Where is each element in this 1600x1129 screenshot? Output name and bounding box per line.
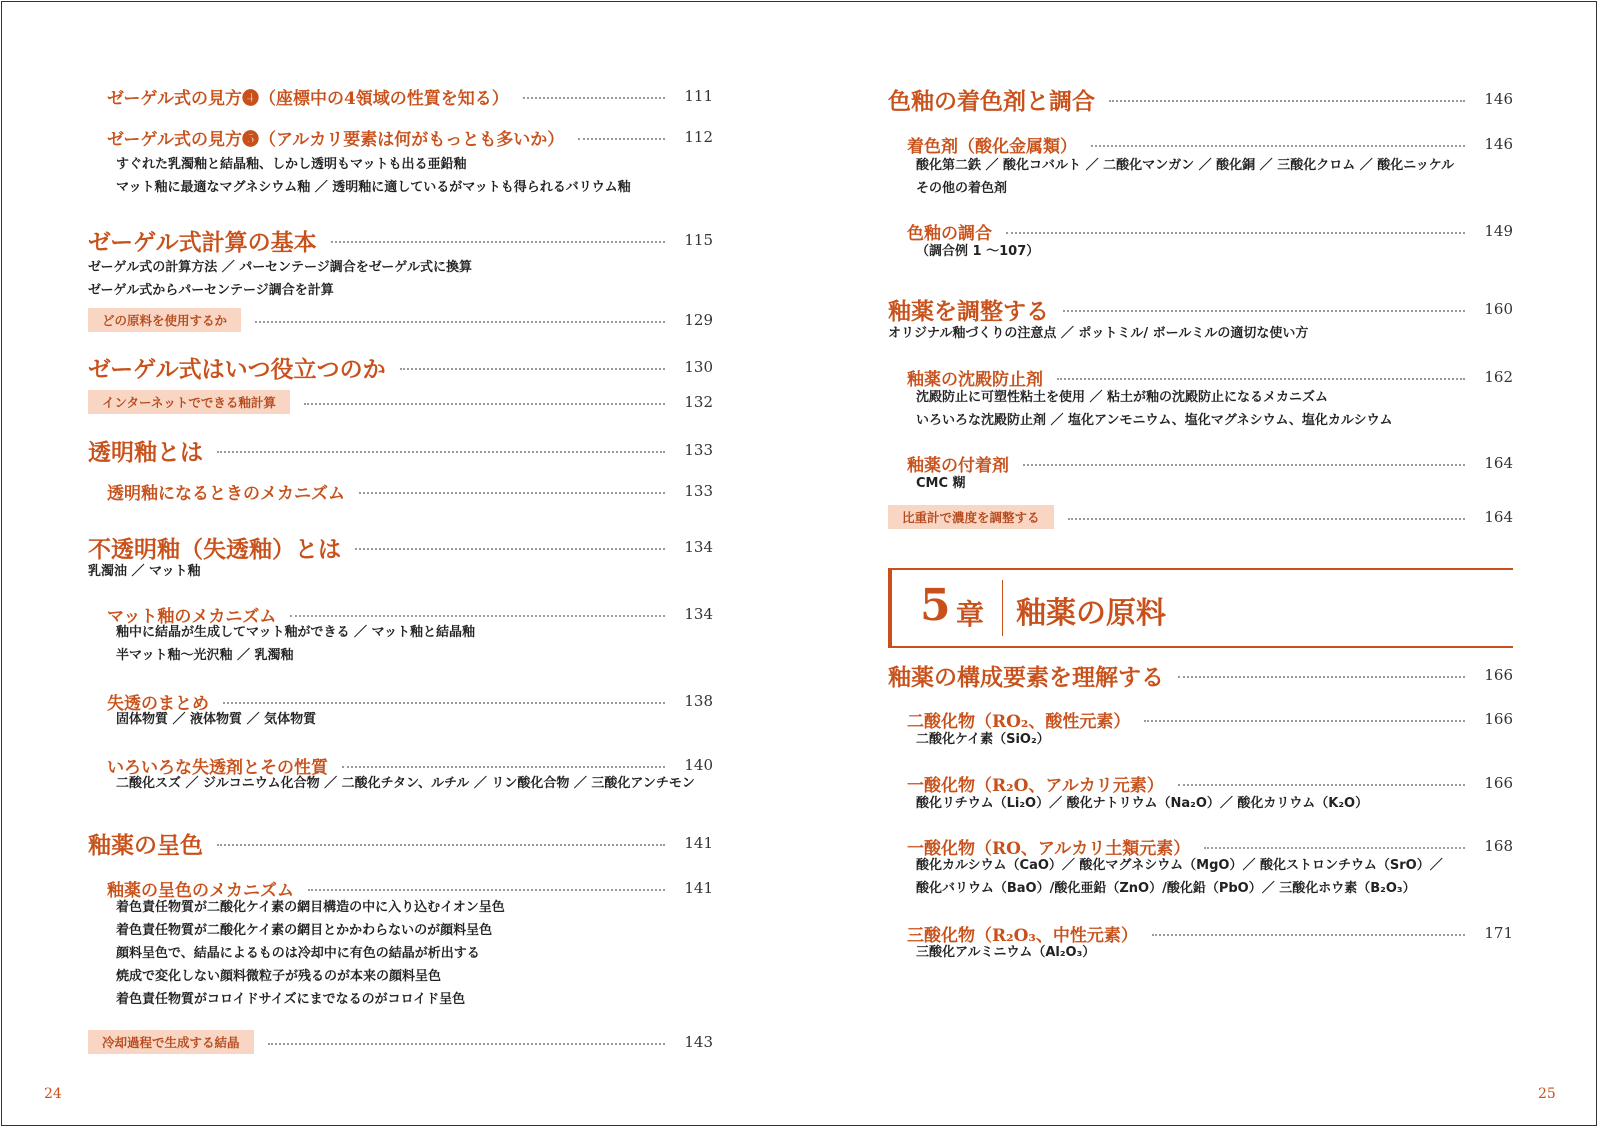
- toc-entry-title: 着色剤（酸化金属類）: [907, 136, 1077, 157]
- toc-section-heading[interactable]: [888, 660, 1513, 690]
- toc-entry-title: ゼーゲル式の見方❺（アルカリ要素は何がもっとも多いか）: [107, 129, 565, 150]
- toc-entry-title: 不透明釉（失透釉）とは: [88, 535, 341, 563]
- toc-page-number: 141: [684, 879, 713, 897]
- dot-leader: [217, 451, 665, 453]
- toc-page-number: 133: [684, 441, 713, 459]
- toc-subsection-heading[interactable]: [888, 132, 1513, 156]
- toc-page-number: 143: [684, 1033, 713, 1051]
- dot-leader: [523, 97, 665, 99]
- dot-leader: [290, 615, 665, 617]
- toc-entry-title: ゼーゲル式はいつ役立つのか: [88, 355, 386, 383]
- toc-subtopic-line: ゼーゲル式の計算方法 ／ パーセンテージ調合をゼーゲル式に換算: [88, 260, 472, 275]
- toc-entry-title: 二酸化物（RO₂、酸性元素）: [907, 711, 1131, 732]
- toc-subtopic-line: CMC 糊: [916, 476, 966, 491]
- toc-subtopic-line: 焼成で変化しない顔料微粒子が残るのが本来の顔料呈色: [116, 969, 442, 984]
- toc-entry-title: 一酸化物（R₂O、アルカリ元素）: [907, 775, 1164, 796]
- toc-page-number: 140: [684, 756, 713, 774]
- toc-section-heading[interactable]: [888, 84, 1513, 114]
- dot-leader: [1152, 934, 1465, 936]
- dot-leader: [1204, 847, 1465, 849]
- toc-subtopic-line: 着色責任物質が二酸化ケイ素の網目とかかわらないのが顔料呈色: [116, 923, 493, 938]
- dot-leader: [1006, 232, 1465, 234]
- page-number-left: 24: [44, 1086, 62, 1102]
- toc-section-heading[interactable]: [888, 294, 1513, 324]
- toc-entry-title: 釉薬を調整する: [888, 297, 1049, 325]
- toc-section-heading[interactable]: [88, 352, 713, 382]
- toc-column-box-heading[interactable]: [88, 308, 713, 332]
- toc-entry-title: いろいろな失透剤とその性質: [107, 757, 328, 778]
- toc-page-number: 111: [684, 87, 713, 105]
- toc-subtopic-line: 着色責任物質が二酸化ケイ素の網目構造の中に入り込むイオン呈色: [116, 900, 505, 915]
- toc-column-box-heading[interactable]: [888, 505, 1513, 529]
- toc-section-heading[interactable]: [88, 828, 713, 858]
- toc-page-number: 133: [684, 482, 713, 500]
- toc-page-number: 171: [1484, 924, 1513, 942]
- chapter-divider: [1002, 580, 1003, 636]
- dot-leader: [1091, 145, 1465, 147]
- toc-entry-title: 冷却過程で生成する結晶: [88, 1030, 254, 1054]
- toc-page-number: 166: [1484, 774, 1513, 792]
- toc-entry-title: 一酸化物（RO、アルカリ土類元素）: [907, 838, 1191, 859]
- toc-page-number: 141: [684, 834, 713, 852]
- toc-entry-title: 釉薬の構成要素を理解する: [888, 663, 1164, 691]
- toc-subsection-heading[interactable]: [88, 479, 713, 503]
- toc-subtopic-line: 固体物質 ／ 液体物質 ／ 気体物質: [116, 712, 317, 727]
- toc-subsection-heading[interactable]: [88, 125, 713, 149]
- chapter-heading: [888, 568, 1513, 648]
- toc-page-number: 134: [684, 605, 713, 623]
- toc-entry-title: 色釉の調合: [907, 223, 992, 244]
- toc-column-box-heading[interactable]: [88, 390, 713, 414]
- toc-subtopic-line: いろいろな沈殿防止剤 ／ 塩化アンモニウム、塩化マグネシウム、塩化カルシウム: [916, 413, 1393, 428]
- toc-page-number: 115: [684, 231, 713, 249]
- dot-leader: [217, 844, 665, 846]
- chapter-title: 釉薬の原料: [1016, 596, 1166, 631]
- toc-subtopic-line: ゼーゲル式からパーセンテージ調合を計算: [88, 283, 334, 298]
- toc-subtopic-line: 顔料呈色で、結晶によるものは冷却中に有色の結晶が析出する: [116, 946, 480, 961]
- toc-subtopic-line: 沈殿防止に可塑性粘土を使用 ／ 粘土が釉の沈殿防止になるメカニズム: [916, 390, 1329, 405]
- toc-page-number: 149: [1484, 222, 1513, 240]
- dot-leader: [1068, 518, 1465, 520]
- toc-entry-title: ゼーゲル式の見方❹（座標中の4領域の性質を知る）: [107, 88, 509, 109]
- toc-page-number: 146: [1484, 135, 1513, 153]
- toc-subsection-heading[interactable]: [888, 451, 1513, 475]
- toc-entry-title: 釉薬の呈色: [88, 831, 203, 859]
- toc-entry-title: 透明釉になるときのメカニズム: [107, 483, 345, 504]
- toc-subtopic-line: 着色責任物質がコロイドサイズにまでなるのがコロイド呈色: [116, 992, 466, 1007]
- dot-leader: [1057, 378, 1465, 380]
- toc-page-number: 162: [1484, 368, 1513, 386]
- chapter-number: 5: [920, 580, 951, 631]
- dot-leader: [331, 241, 665, 243]
- dot-leader: [255, 321, 665, 323]
- dot-leader: [1178, 784, 1465, 786]
- toc-subtopic-line: すぐれた乳濁釉と結晶釉、しかし透明もマットも出る亜鉛釉: [116, 157, 467, 172]
- toc-entry-title: 三酸化物（R₂O₃、中性元素）: [907, 925, 1138, 946]
- toc-subtopic-line: 酸化リチウム（Li₂O）／ 酸化ナトリウム（Na₂O）／ 酸化カリウム（K₂O）: [916, 796, 1369, 811]
- dot-leader: [578, 138, 665, 140]
- toc-subtopic-line: 酸化バリウム（BaO）/酸化亜鉛（ZnO）/酸化鉛（PbO）／ 三酸化ホウ素（B₂O₃）: [916, 881, 1416, 896]
- dot-leader: [1023, 464, 1465, 466]
- toc-subtopic-line: 二酸化スズ ／ ジルコニウム化合物 ／ 二酸化チタン、ルチル ／ リン酸化合物 ／ 三酸化アンチモン: [116, 776, 695, 791]
- toc-page-number: 168: [1484, 837, 1513, 855]
- toc-entry-title: 釉薬の沈殿防止剤: [907, 369, 1043, 390]
- toc-subtopic-line: 釉中に結晶が生成してマット釉ができる ／ マット釉と結晶釉: [116, 625, 476, 640]
- toc-entry-title: 失透のまとめ: [107, 693, 209, 714]
- dot-leader: [359, 492, 665, 494]
- toc-page-number: 138: [684, 692, 713, 710]
- toc-entry-title: インターネットでできる釉計算: [88, 390, 290, 414]
- dot-leader: [223, 702, 665, 704]
- dot-leader: [268, 1043, 665, 1045]
- toc-page-number: 164: [1484, 454, 1513, 472]
- toc-section-heading[interactable]: [88, 225, 713, 255]
- toc-page-number: 166: [1484, 666, 1513, 684]
- page-number-right: 25: [1538, 1086, 1556, 1102]
- toc-entry-title: 釉薬の付着剤: [907, 455, 1009, 476]
- toc-column-box-heading[interactable]: [88, 1030, 713, 1054]
- chapter-accent-bar: [888, 570, 892, 646]
- toc-subtopic-line: （調合例 1 〜107）: [916, 244, 1040, 259]
- toc-entry-title: ゼーゲル式計算の基本: [88, 228, 317, 256]
- toc-entry-title: 比重計で濃度を調整する: [888, 505, 1054, 529]
- toc-entry-title: 色釉の着色剤と調合: [888, 87, 1095, 115]
- dot-leader: [1144, 720, 1465, 722]
- toc-page-number: 166: [1484, 710, 1513, 728]
- dot-leader: [1109, 100, 1465, 102]
- toc-subsection-heading[interactable]: [88, 84, 713, 108]
- toc-subtopic-line: その他の着色剤: [916, 181, 1008, 196]
- dot-leader: [342, 766, 665, 768]
- toc-page-number: 132: [684, 393, 713, 411]
- toc-entry-title: 釉薬の呈色のメカニズム: [107, 880, 294, 901]
- toc-page-number: 129: [684, 311, 713, 329]
- toc-subtopic-line: 酸化第二鉄 ／ 酸化コバルト ／ 二酸化マンガン ／ 酸化銅 ／ 三酸化クロム ／ 酸化ニッケル: [916, 158, 1455, 173]
- toc-subtopic-line: 酸化カルシウム（CaO）／ 酸化マグネシウム（MgO）／ 酸化ストロンチウム（SrO）／: [916, 858, 1443, 873]
- toc-page-number: 160: [1484, 300, 1513, 318]
- toc-page-number: 134: [684, 538, 713, 556]
- toc-page-number: 112: [684, 128, 713, 146]
- toc-page-number: 164: [1484, 508, 1513, 526]
- toc-page-number: 146: [1484, 90, 1513, 108]
- toc-subtopic-line: マット釉に最適なマグネシウム釉 ／ 透明釉に適しているがマットも得られるバリウム釉: [116, 180, 631, 195]
- toc-section-heading[interactable]: [88, 435, 713, 465]
- toc-entry-title: マット釉のメカニズム: [107, 606, 277, 627]
- toc-subtopic-line: オリジナル釉づくりの注意点 ／ ポットミル/ ボールミルの適切な使い方: [888, 326, 1309, 341]
- chapter-suffix: 章: [956, 598, 985, 631]
- toc-subtopic-line: 乳濁油 ／ マット釉: [88, 564, 201, 579]
- dot-leader: [400, 368, 665, 370]
- dot-leader: [355, 548, 665, 550]
- toc-entry-title: どの原料を使用するか: [88, 308, 241, 332]
- dot-leader: [304, 403, 665, 405]
- dot-leader: [1178, 676, 1465, 678]
- dot-leader: [1063, 310, 1465, 312]
- toc-section-heading[interactable]: [88, 532, 713, 562]
- toc-entry-title: 透明釉とは: [88, 438, 203, 466]
- toc-subtopic-line: 三酸化アルミニウム（Al₂O₃）: [916, 945, 1096, 960]
- toc-subtopic-line: 二酸化ケイ素（SiO₂）: [916, 732, 1050, 747]
- dot-leader: [308, 889, 665, 891]
- toc-subtopic-line: 半マット釉〜光沢釉 ／ 乳濁釉: [116, 648, 294, 663]
- toc-page-number: 130: [684, 358, 713, 376]
